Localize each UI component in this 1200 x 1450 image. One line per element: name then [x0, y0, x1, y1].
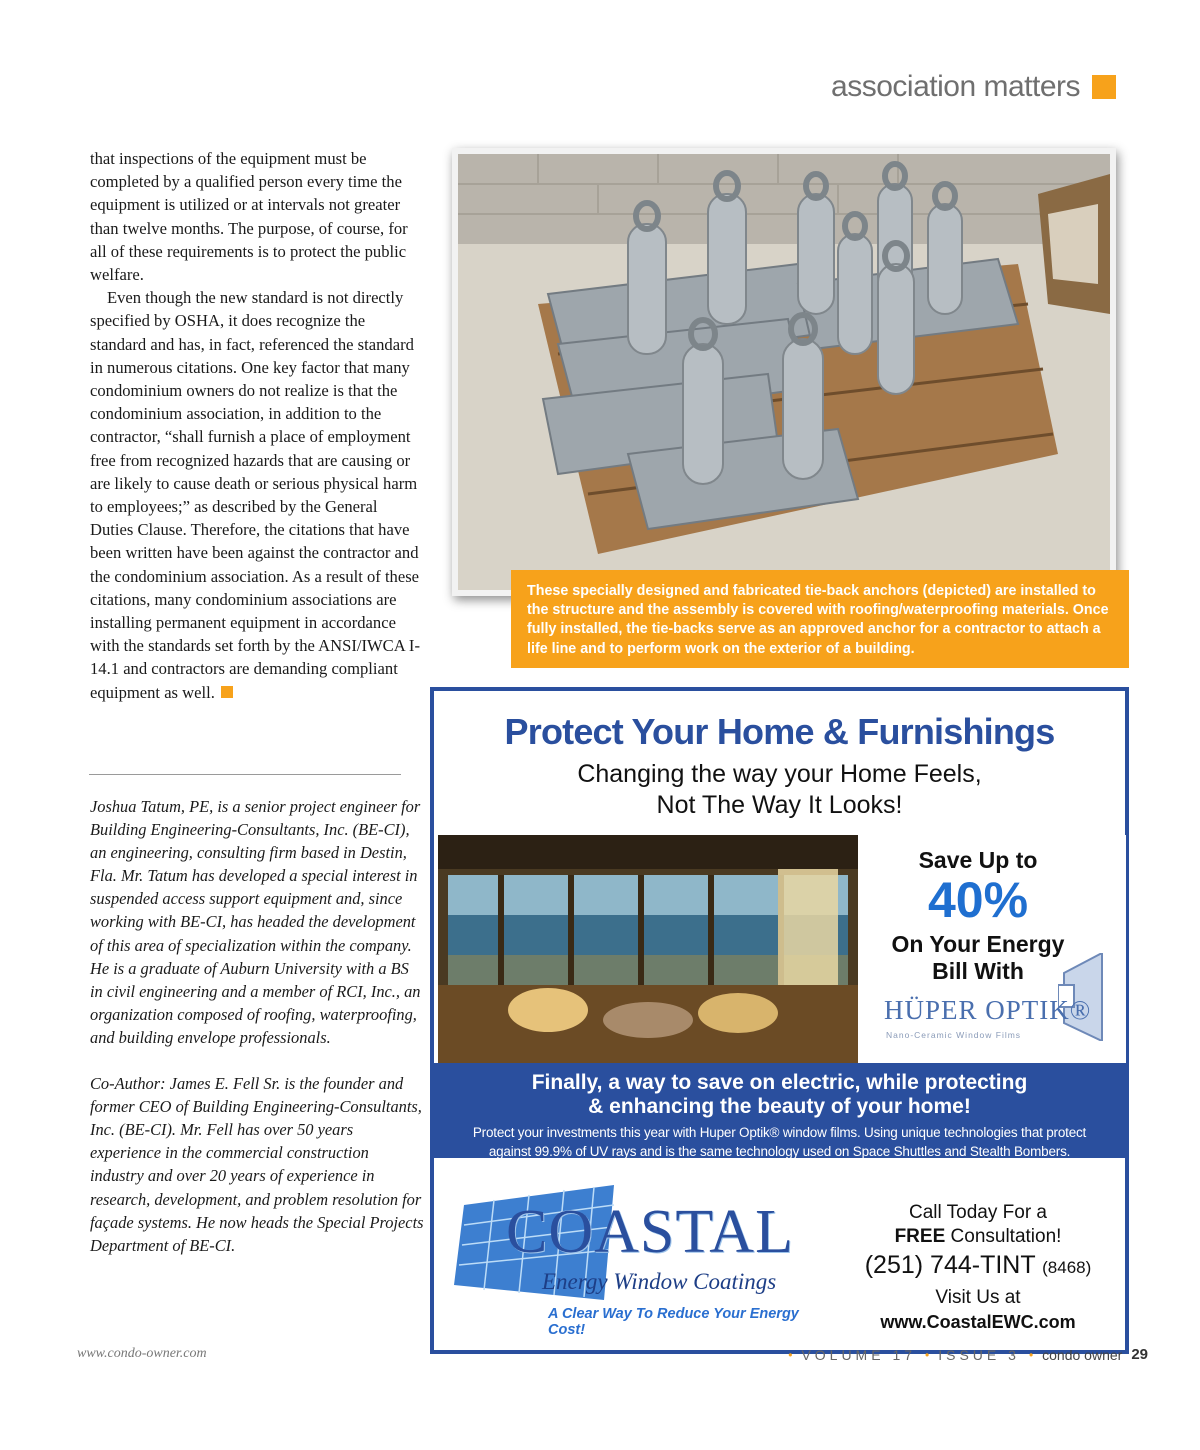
footer-bullet: • [788, 1347, 793, 1362]
living-room-view-image [438, 835, 858, 1063]
phone-digits: (8468) [1042, 1258, 1092, 1277]
footer-bullet: • [1028, 1347, 1034, 1362]
coastal-subtitle: Energy Window Coatings [542, 1269, 777, 1294]
article-paragraph: that inspections of the equipment must be completed by a qualified person every time the equipment is utilized or at intervals not greater than twelve months. The purpose, of course, for all of these requirements is to protect the public welfare. [90, 149, 408, 285]
promo-body-line-2: against 99.9% of UV rays and is the same technology used on Space Shuttles and Stealth Bombers. [488, 1144, 1071, 1159]
coastal-tagline: A Clear Way To Reduce Your Energy Cost! [548, 1306, 799, 1338]
coastal-logo[interactable] [454, 1175, 834, 1340]
ad-subtitle-line-1: Changing the way your Home Feels, [577, 760, 982, 788]
anchor-photo [452, 148, 1116, 596]
section-marker [1092, 75, 1116, 99]
promo-body-line-1: Protect your investments this year with Huper Optik® window films. Using unique technologies that protect [472, 1125, 1087, 1140]
section-title: association matters [831, 70, 1080, 103]
bio-divider [89, 774, 401, 775]
phone-main: (251) 744-TINT [864, 1251, 1036, 1279]
footer-website[interactable]: www.condo-owner.com [77, 1346, 207, 1361]
article-paragraph [90, 286, 420, 704]
promo-heading [434, 1071, 1125, 1119]
section-header [831, 70, 1116, 104]
huper-optik-wordmark: HÜPER OPTIK® [884, 995, 1092, 1025]
ad-subtitle [434, 759, 1125, 821]
free-label: FREE [894, 1226, 946, 1247]
phone-number[interactable] [840, 1249, 1116, 1284]
end-mark [221, 686, 233, 698]
author-bio [90, 795, 425, 1280]
call-today-text: Call Today For a [909, 1202, 1047, 1223]
savings-panel [858, 835, 1126, 1063]
footer-volume: VOLUME 17 [801, 1346, 917, 1363]
author-bio-text: Joshua Tatum, PE, is a senior project engineer for Building Engineering-Consultants, Inc. (BE-CI), an engineering, consulting firm based in Destin, Fla. Mr. Tatum has developed a special interest in suspended access support equipment and, since working with BE-CI, has headed the development of this area of specialization within the company. He is a graduate of Auburn University with a BS in civil engineering and a member of RCI, Inc., an organization composed of roofing, waterproofing, and building envelope professionals. [90, 797, 421, 1047]
free-consultation-text [840, 1225, 1116, 1249]
promo-body [434, 1123, 1125, 1161]
coastal-wordmark: COASTAL [506, 1198, 794, 1266]
savings-text-line-1: On Your Energy [891, 931, 1065, 957]
promo-heading-line-2: & enhancing the beauty of your home! [588, 1095, 971, 1118]
footer-magazine: condo owner [1042, 1346, 1123, 1363]
promo-heading-line-1: Finally, a way to save on electric, while protecting [531, 1071, 1028, 1094]
page-footer [779, 1346, 1148, 1363]
page-number: 29 [1131, 1346, 1148, 1363]
ad-photo-band [438, 835, 1126, 1063]
ad-title: Protect Your Home & Furnishings [504, 711, 1055, 752]
savings-heading: Save Up to [918, 847, 1038, 873]
website-link[interactable]: www.CoastalEWC.com [880, 1312, 1076, 1332]
article-body [90, 147, 420, 704]
visit-text: Visit Us at [935, 1287, 1021, 1308]
advertisement[interactable] [430, 687, 1129, 1354]
coauthor-bio-text: Co-Author: James E. Fell Sr. is the founder and former CEO of Building Engineering-Consultants, Inc. (BE-CI). Mr. Fell has over 50 years experience in the commercial construction industry and over 20 years of experience in research, development, and problem resolution for façade systems. He now heads the Special Projects Department of BE-CI. [90, 1074, 424, 1255]
article-paragraph-text: Even though the new standard is not directly specified by OSHA, it does recognize the standard and has, in fact, referenced the standard in numerous citations. One key factor that many condominium owners do not realize is that the condominium association, in addition to the contractor, “shall furnish a place of employment free from recognized hazards that are causing or are likely to cause death or serious physical harm to employees;” as described by the General Duties Clause. Therefore, the citations that have been written have been against the contractor and the condominium association. As a result of these citations, many condominium associations are installing permanent equipment in accordance with the standards set forth by the ANSI/IWCA I-14.1 and contractors are demanding compliant equipment as well. [90, 288, 420, 702]
footer-issue: ISSUE 3 [938, 1346, 1020, 1363]
ad-subtitle-line-2: Not The Way It Looks! [656, 791, 903, 819]
contact-info [840, 1201, 1116, 1334]
footer-bullet: • [925, 1347, 930, 1362]
consultation-label: Consultation! [950, 1226, 1062, 1247]
photo-caption: These specially designed and fabricated tie-back anchors (depicted) are installed to the structure and the assembly is covered with roofing/waterproofing materials. Once fully installed, the tie-backs serve as an approved anchor for a contractor to attach a life line and to perform work on the exterior of a building. [511, 570, 1129, 668]
savings-text-line-2: Bill With [932, 958, 1024, 984]
savings-percent: 40% [927, 872, 1029, 928]
tie-back-anchors-image [458, 154, 1110, 590]
ad-promo-band [434, 1063, 1125, 1158]
huper-optik-tagline: Nano-Ceramic Window Films [886, 1030, 1022, 1040]
